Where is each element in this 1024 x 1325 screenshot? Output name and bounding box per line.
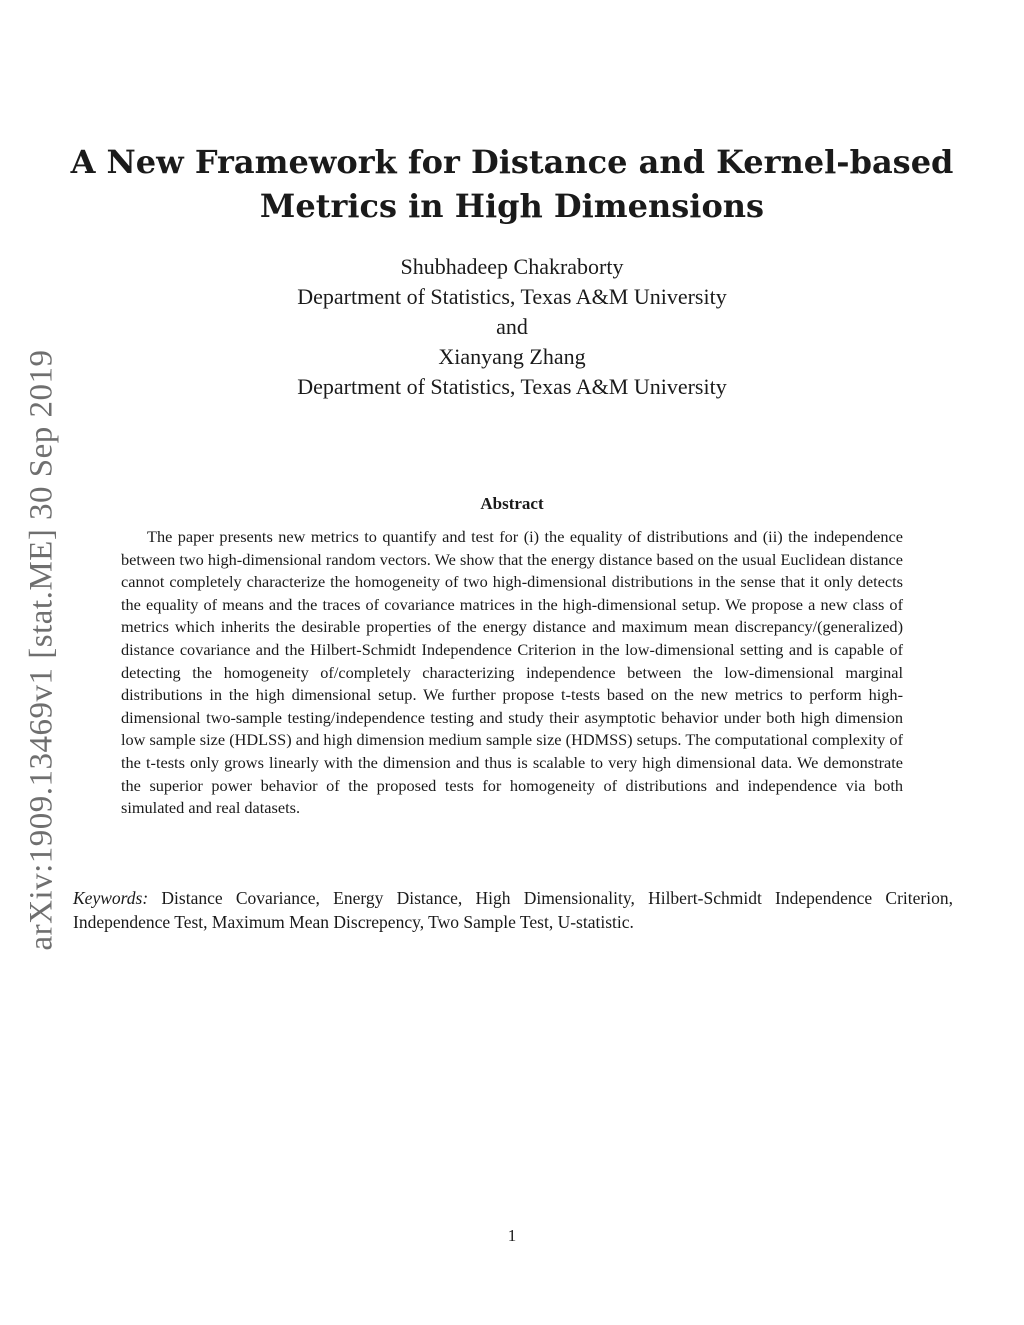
author-separator: and bbox=[496, 314, 528, 339]
keywords bbox=[73, 886, 953, 934]
author-affiliation-2: Department of Statistics, Texas A&M University bbox=[297, 374, 727, 399]
author-name-1: Shubhadeep Chakraborty bbox=[400, 254, 624, 279]
page-number: 1 bbox=[507, 1226, 517, 1245]
abstract-heading: Abstract bbox=[480, 494, 544, 513]
abstract-body: The paper presents new metrics to quantify and test for (i) the equality of distributions and (ii) the independence between two high-dimensional random vectors. We show that the energy distance based on the usual Euclidean distance cannot completely characterize the homogeneity of two high-dimensional distributions in the sense that it only detects the equality of means and the traces of covariance matrices in the high-dimensional setup. We propose a new class of metrics which inherits the desirable properties of the energy distance and maximum mean discrepancy/(generalized) distance covariance and the Hilbert-Schmidt Independence Criterion in the low-dimensional setting and is capable of detecting the homogeneity of/completely characterizing independence between the low-dimensional marginal distributions in the high dimensional setup. We further propose t-tests based on the new metrics to perform high-dimensional two-sample testing/independence testing and study their asymptotic behavior under both high dimension low sample size (HDLSS) and high dimension medium sample size (HDMSS) setups. The computational complexity of the t-tests only grows linearly with the dimension and thus is scalable to very high dimensional data. We demonstrate the superior power behavior of the proposed tests for homogeneity of distributions and independence via both simulated and real datasets. bbox=[121, 527, 903, 818]
author-name-2: Xianyang Zhang bbox=[438, 344, 586, 369]
author-block bbox=[60, 252, 964, 402]
title-line-1: A New Framework for Distance and Kernel-based bbox=[70, 143, 954, 181]
author-affiliation-1: Department of Statistics, Texas A&M University bbox=[297, 284, 727, 309]
paper-title bbox=[60, 140, 964, 228]
arxiv-identifier: arXiv:1909.13469v1 [stat.ME] 30 Sep 2019 bbox=[23, 349, 60, 951]
title-line-2: Metrics in High Dimensions bbox=[259, 187, 765, 225]
keywords-label: Keywords: bbox=[73, 888, 149, 908]
keywords-text: Distance Covariance, Energy Distance, High Dimensionality, Hilbert-Schmidt Independence Criterion, Independence Test, Maximum Mean Discrepency, Two Sample Test, U-statistic. bbox=[73, 888, 953, 932]
